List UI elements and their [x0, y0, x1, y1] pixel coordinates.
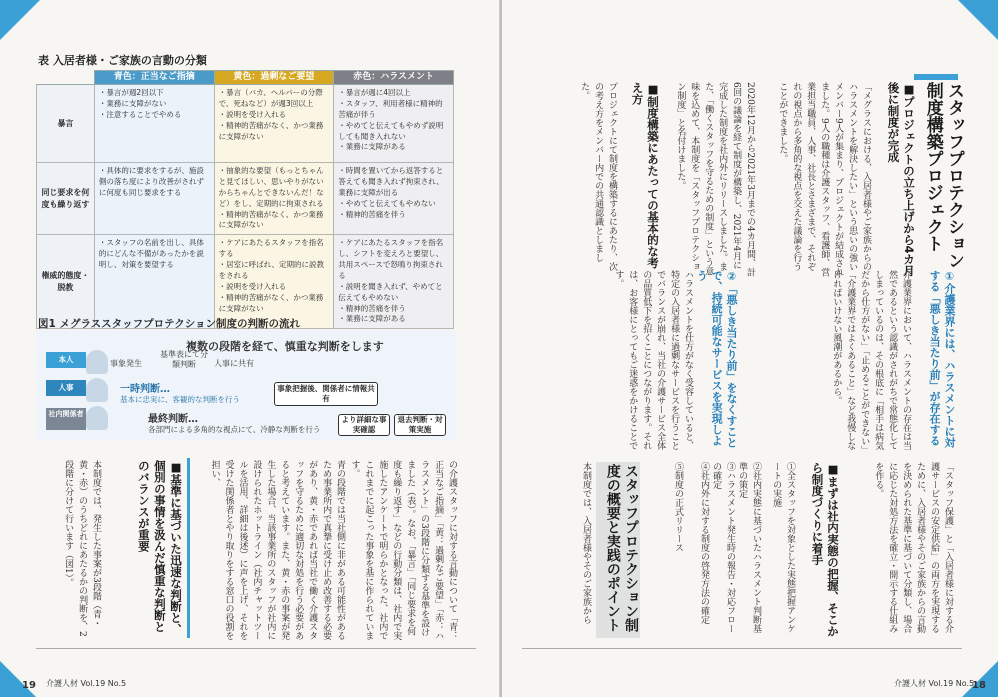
sub-heading: ■プロジェクトの立ち上げから4カ月後に制度が完成: [886, 82, 916, 277]
list-item: ・ 説明を聞き入れず、やめてと伝えてもやめない: [338, 282, 449, 304]
person-icon: [86, 406, 108, 430]
list-item: ・ 業務に支障がある: [338, 314, 449, 325]
body-text: プロジェクトにて制度を構築するにあたり、次の考え方をメンバー内での共通認識としました。: [579, 82, 617, 271]
step-item: ④社内外に対する制度の啓発方法の確定: [699, 462, 709, 624]
section-title: スタッフプロテクション制度構築プロジェクト: [922, 82, 964, 269]
body-text: 2020年12月から2021年3月までの4カ月間、計6回の議論を経て制度が構築し、2021年4月に完成した制度を社内外にリリースしました。また、「働くスタッフを守るための制度」という意味を込めて、本制度を「スタッフプロテクション制度」と名付けました。: [675, 82, 755, 277]
section-heading: ■基準に基づいた迅速な判断と、個別の事情を汲んだ慎重な判断とのバランスが重要: [136, 460, 183, 635]
person-icon: [86, 350, 108, 374]
list-item: ・ 具体的に要求をするが、施設側の落ち度により改善がされずに何度も同じ要求をする: [99, 166, 210, 199]
list-item: ・ 精神的苦痛がなく、かつ業務に支障がない: [219, 210, 330, 232]
list-item: ・ 業務に支障がない: [99, 99, 210, 110]
body-text: の介護スタッフに対する言動について「青：正当なご指摘」「黄：過剰なご要望」「赤：ハラスメント」の3段階に分類する基準を設けました（表）。なお、「暴言」「同じ要求を何度も繰り返す」などの行動分類は、社内で実施したアンケートで明らかとなった、社内でこれまでに起こった事象を基に作られています。: [349, 460, 457, 640]
sub-heading: ■制度構築にあたっての基本的な考え方: [630, 82, 660, 269]
table-title: 表 入居者様・ご家族の言動の分類: [38, 54, 207, 67]
row-label: 権威的態度・脱教: [37, 235, 95, 329]
header-blue: 青色：正当なご指摘: [94, 71, 214, 85]
list-item: ・ やめてと伝えてもやめない: [338, 199, 449, 210]
magazine-name: 介護人材 Vol.19 No.5: [894, 679, 975, 688]
heading-bar: [187, 458, 190, 638]
right-page: [502, 0, 998, 697]
figure-headline: 複数の段階を経て、慎重な判断をします: [186, 340, 384, 353]
title-accent: [914, 74, 958, 80]
list-item: ・ 説明を受け入れる: [219, 282, 330, 293]
step-item: ③ハラスメント発生時の報告・対応フローの確定: [711, 462, 735, 633]
corner-decoration: [0, 661, 36, 697]
corner-decoration: [0, 0, 40, 40]
step-item: ⑤制度の正式リリース: [673, 462, 683, 552]
list-item: ・ 精神的苦痛がなく、かつ業務に支障がない: [219, 121, 330, 143]
action-box: 退去判断・対策実施: [394, 414, 446, 436]
body-text: 本制度では、入居者様やそのご家族から: [581, 462, 591, 624]
list-item: ・ 抽象的な要望（もっとちゃんと見てほしい、思いやりがないからちゃんとできないんだ！など）をし、定期的に拘束される: [219, 166, 330, 210]
step-item: ②社内実態に基づいたハラスメント判断基準の策定: [737, 462, 761, 633]
magazine-name: 介護人材 Vol.19 No.5: [46, 679, 127, 688]
table-row: [37, 163, 454, 235]
final-judgment: 最終判断…: [148, 414, 198, 425]
body-text: 本制度では、発生した事案が3段階（青・黄・赤）のうちどれにあたるかの判断を、2段階に分けて行います（図1）。: [63, 460, 101, 637]
table-corner-cell: [37, 71, 95, 85]
list-item: ・ スタッフ、利用者様に精神的苦痛が伴う: [338, 99, 449, 121]
list-item: ・ 業務に支障がある: [338, 142, 449, 153]
body-text: 「メグラスにおける、入居者様やご家族からのハラスメントを解決したい」という思いの強いメンバー9人が集まり、プロジェクトが結成されました。9人の職種は介護スタッフ、看護師、営業担当職員、人事、社長とさまざまで、それぞれの視点から多角的な視点を交えた議論を行うことができました。: [777, 82, 871, 277]
header-yellow: 黄色：過剰なご要望: [214, 71, 334, 85]
first-judgment-note: 基本に忠実に、客観的な判断を行う: [120, 395, 240, 404]
list-item: ・ ケアにあたるスタッフを指名する: [219, 238, 330, 260]
actor-label: 本人: [46, 352, 86, 368]
list-item: ・ ケアにあたるスタッフを指名し、シフトを変えろと要望し、共用スペースで怒鳴り拘束される: [338, 238, 449, 282]
body-text: 介護業界において、ハラスメントの存在は当然であるという認識がされがちで常態化してしまっているのは、その根底に「相手は病気だから仕方がない」「止めることができない」「介護業界ではよくあること」など我慢しなければいけない風潮があるから。: [831, 270, 911, 455]
flow-step: 人事に共有: [214, 359, 254, 368]
sub-heading: ■まずは社内実態の把握、そこから制度づくりに着手: [810, 462, 840, 637]
section-title: スタッフプロテクション制度の概要と実践のポイント: [604, 464, 639, 632]
point-heading: ②「悪しき当たり前」をなくすことで、持続可能なサービスを実現しよう: [695, 270, 738, 448]
list-item: ・ やめてと伝えてもやめず説明しても聞き入れない: [338, 121, 449, 143]
figure-title: 図1 メグラススタッフプロテクション制度の判断の流れ: [38, 318, 301, 330]
list-item: ・ スタッフの名前を出し、具体的にどんな不備があったかを説明し、対策を要望する: [99, 238, 210, 271]
header-red: 赤色：ハラスメント: [334, 71, 454, 85]
footer-rule: [522, 648, 962, 649]
fact-check-box: より詳細な事実確認: [338, 414, 390, 436]
list-item: ・ 注意することでやめる: [99, 110, 210, 121]
final-judgment-note: 各部門による多角的な視点にて、冷静な判断を行う: [148, 425, 321, 434]
actor-label: 人事: [46, 380, 86, 396]
list-item: ・ 精神的苦痛を伴う: [338, 210, 449, 221]
flow-figure: [36, 330, 456, 440]
body-text: ハラスメントを仕方がなく受容していると、特定の入居者様に過剰なサービスを行うことでバランスが崩れ、当社の介護サービス全体の品質低下を招くことにつながります。それは、お客様にとってもご迷惑をかけることです。: [613, 270, 693, 450]
first-judgment: 一時判断…: [120, 384, 170, 395]
classification-table: [36, 70, 454, 329]
footer-rule: [36, 648, 476, 649]
list-item: ・ 精神的苦痛を伴う: [338, 304, 449, 315]
list-item: ・ 暴言が週2回以下: [99, 88, 210, 99]
list-item: ・ 居室に呼ばれ、定期的に説教をされる: [219, 260, 330, 282]
list-item: ・ 暴言（バカ、ヘルパーの分際で、死ねなど）が週3回以上: [219, 88, 330, 110]
info-share-box: 事象把握後、関係者に情報共有: [274, 382, 378, 406]
body-text: 青の段階では当社側に非がある可能性があるため事業所内で真摯に受け止め改善する必要があり、黄・赤であれば当社で働く介護スタッフを守るために適切な対処を行う必要があると考えています。また、黄・赤の事案が発生した場合、当該事業所のスタッフが社内に設けられたホットライン（社内チャットツールを活用、詳細は後述）に声を上げ、それを受けた関係者とやり取りをする窓口の役割を担い、: [209, 460, 345, 640]
body-text: 「スタッフ保護」と「入居者様に対する介護サービスの安定供給」の両方を実現するために、入居者様やそのご家族からの言動を決められた基準に基づいて分類し、場合に応じた対処方法を確立・開示する仕組みを作る。: [873, 462, 953, 633]
list-item: ・ 精神的苦痛がなく、かつ業務に支障がない: [219, 293, 330, 315]
step-item: ①全スタッフを対象とした実態把握アンケートの実施: [771, 462, 795, 633]
page-number: 18: [972, 680, 986, 691]
row-label: 同じ要求を何度も繰り返す: [37, 163, 95, 235]
point-heading: ①介護業界には、ハラスメントに対する「悪しき当たり前」が存在する: [928, 270, 956, 448]
person-icon: [86, 378, 108, 402]
row-label: 暴言: [37, 85, 95, 163]
flow-step: 事象発生: [110, 359, 142, 368]
flow-step: 基準表にて分類判断: [160, 350, 208, 369]
corner-decoration: [958, 0, 998, 40]
page-number: 19: [22, 680, 36, 691]
list-item: ・ 暴言が週に4回以上: [338, 88, 449, 99]
table-row: [37, 235, 454, 329]
list-item: ・ 時間を置いてから返答すると答えても聞き入れず拘束され、業務に支障が出る: [338, 166, 449, 199]
list-item: ・ 説明を受け入れる: [219, 110, 330, 121]
table-row: [37, 85, 454, 163]
actor-label: 社内関係者: [46, 408, 86, 430]
